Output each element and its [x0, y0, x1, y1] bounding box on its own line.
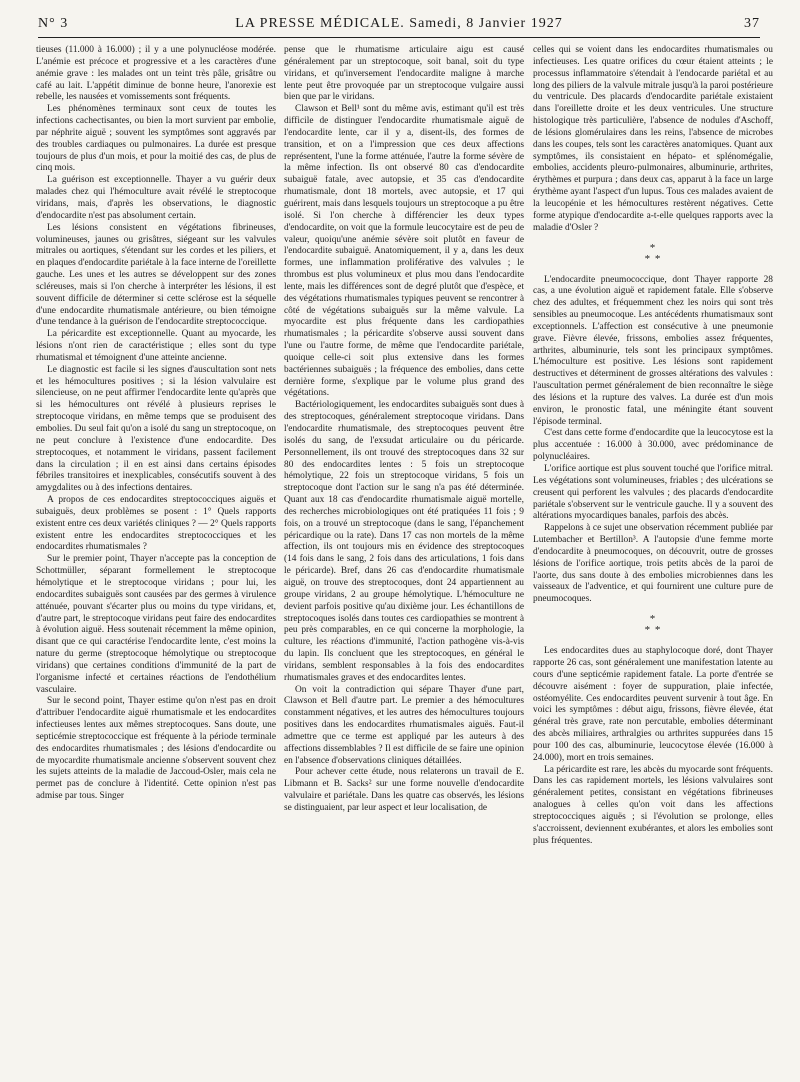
column-left [36, 45, 276, 1075]
paragraph: A propos de ces endocardites streptococciques aiguës et subaiguës, deux problèmes se posent : 1° Quels rapports existent entre ces deux variétés cliniques ? — 2° Quels rapports existent entre les endocardites streptococciques et les endocardites rhumatismales ? [36, 495, 276, 553]
page-number: 37 [744, 16, 760, 31]
paragraph: C'est dans cette forme d'endocardite que la leucocytose est la plus accentuée : 16.000 à 30.000, avec prédominance de polynucléaires. [533, 428, 773, 463]
paragraph: L'endocardite pneumococcique, dont Thayer rapporte 28 cas, a une évolution aiguë et rapidement fatale. Elle s'observe chez des adultes, et fréquemment chez les noirs qui sont très sensibles au pneumocoque. Les antécédents rhumatismaux sont exceptionnels. L'affection est consécutive à une pneumonie grave. Fièvre élevée, frissons, embolies assez fréquentes, arthrites, albuminurie, tels sont les principaux symptômes. L'hémoculture est positive. Les lésions sont rapidement destructives et déterminent de grosses altérations des valvules : l'auscultation permet généralement de bien reconnaître le siège des lésions et la rupture des valves. La durée est d'un mois environ, le pronostic fatal, une méningite étant souvent l'épisode terminal. [533, 274, 773, 427]
separator-star: * [649, 613, 657, 626]
paragraph: L'orifice aortique est plus souvent touché que l'orifice mitral. Les végétations sont volumineuses, friables ; des ulcérations se creusent qui perforent les valvules ; des placards d'endocardite pariétale s'observent sur le ventricule gauche. Il y a souvent des altérations myocardiques banales, parfois des abcès. [533, 464, 773, 522]
paragraph: Bactériologiquement, les endocardites subaiguës sont dues à des streptocoques, généralement streptocoque viridans. Dans l'endocardite rhumatismale, des streptocoques peuvent être isolés du sang, de l'exsudat articulaire ou du péricarde. Personnellement, ils ont trouvé des streptocoques dans 32 sur 80 des endocardites lentes : 5 fois un streptocoque hémolytique, 22 fois un streptocoque viridans, 5 fois un streptocoque dont l'action sur le sang n'a pas été déterminée. Quant aux 18 cas d'endocardite rhumatismale aiguë mortelle, des recherches microbiologiques ont été pratiquées 11 fois ; 9 fois, on a trouvé un streptocoque (dans le sang, l'épanchement péricardique ou la rate). Dans 17 cas non mortels de la même affection, ils ont toujours mis en évidence des streptocoques (14 fois dans le sang, 2 fois dans des articulations, 1 fois dans le péricarde). Bref, dans 26 cas d'endocardite rhumatismale aiguë, on trouve des streptocoques, dont 24 appartiennent au groupe viridans, 2 au groupe hémolytique. L'hémoculture ne devient parfois positive qu'au dixième jour. Les échantillons de streptocoques isolés dans toutes ces cardiopathies se montrent à peu près comparables, en ce qui concerne la morphologie, la culture, les réactions d'immunité, l'action pathogène vis-à-vis du lapin. Ils concluent que les streptocoques, en général le viridans, semblent responsables à la fois des endocardites rhumatismales graves et des endocardites lentes. [284, 400, 524, 683]
section-separator [533, 235, 773, 275]
section-separator [533, 606, 773, 646]
paragraph: Le diagnostic est facile si les signes d'auscultation sont nets et les hémocultures positives ; si la lésion valvulaire est silencieuse, on ne peut affirmer l'endocardite lente qu'après que si les hémocultures ont révélé à plusieurs reprises le streptocoque viridans, en même temps que se produisent des embolies. Du seul fait qu'on a isolé du sang un streptocoque, on ne peut conclure à l'existence d'une endocardite. Des streptocoques, et notamment le viridans, passent facilement dans la circulation ; il en est ainsi dans certains épisodes fébriles transitoires et inexplicables, consécutifs souvent à des amygdalites ou à des infections dentaires. [36, 364, 276, 494]
paragraph: Pour achever cette étude, nous relaterons un travail de E. Libmann et B. Sacks² sur une forme nouvelle d'endocardite valvulaire et pariétale. Dans les quatre cas observés, les lésions se distinguaient, par leur aspect et leur localisation, de [284, 767, 524, 813]
issue-number: N° 3 [38, 16, 69, 31]
paragraph: tieuses (11.000 à 16.000) ; il y a une polynucléose modérée. L'anémie est précoce et progressive et a les caractères d'une anémie grave : les malades ont un teint très pâle, grisâtre ou café au lait. L'appétit diminue de bonne heure, l'anorexie est rebelle, les nausées et vomissements sont fréquents. [36, 45, 276, 103]
paragraph: Rappelons à ce sujet une observation récemment publiée par Lutembacher et Bertillon³. A l'autopsie d'une femme morte d'endocardite à pneumocoques, on découvrit, outre de grosses lésions de l'orifice aortique, trois petits abcès de la paroi de l'aorte, dus sans doute à des embolies microbiennes dans les vaisseaux de l'adventice, et qui fournirent une culture pure de pneumocoques. [533, 523, 773, 605]
paragraph: La guérison est exceptionnelle. Thayer a vu guérir deux malades chez qui l'hémoculture avait révélé le streptocoque viridans, mais, d'après les observations, le diagnostic d'endocardite n'est pas absolument certain. [36, 175, 276, 221]
paragraph: pense que le rhumatisme articulaire aigu est causé généralement par un streptocoque, soit banal, soit du type viridans, et qu'inversement l'endocardite maligne à marche lente peut être provoquée par un streptocoque vulgaire aussi bien que par le viridans. [284, 45, 524, 103]
separator-star: * [649, 241, 657, 254]
separator-stars: * * [644, 252, 662, 265]
header-rule [38, 37, 760, 38]
column-middle [284, 45, 524, 1075]
separator-stars: * * [644, 624, 662, 637]
paragraph: On voit la contradiction qui sépare Thayer d'une part, Clawson et Bell d'autre part. Le premier a des hémocultures constamment négatives, et les autres des hémocultures toujours positives dans les endocardites rhumatismales aiguës. Faut-il admettre que ce terme est appliqué par les auteurs à des affections dissemblables ? Il est difficile de se faire une opinion en l'absence d'observations cliniques détaillées. [284, 684, 524, 766]
column-right [533, 45, 773, 1075]
paragraph: Les lésions consistent en végétations fibrineuses, volumineuses, jaunes ou grisâtres, siégeant sur les valvules mitrales ou aortiques, s'étendant sur les cordes et les piliers, et en plaques d'endocardite pariétale à la face interne de l'oreillette gauche. Les unes et les autres se développent sur des zones scléreuses, mais si l'on cherche à interpréter les lésions, il est souvent difficile de déterminer si cette sclérose est la séquelle d'une endocardite rhumatismale antérieure, ou bien témoigne d'une tendance à la guérison de l'endocardite streptococcique. [36, 222, 276, 328]
paragraph: Les phénomènes terminaux sont ceux de toutes les infections cachectisantes, ou bien la mort survient par embolie, par néphrite aiguë ; souvent les symptômes sont aggravés par des troubles cardiaques ou pulmonaires. La durée est presque toujours de plus d'un mois, et pour la moitié des cas, de plus de cinq mois. [36, 104, 276, 174]
paragraph: Les endocardites dues au staphylocoque doré, dont Thayer rapporte 26 cas, sont généralement une manifestation latente au cours d'une septicémie rapidement fatale. La porte d'entrée se découvre aisément : foyer de suppuration, plaie infectée, ostéomyélite. Ces endocardites peuvent survenir à tout âge. En voici les symptômes : début aigu, frissons, fièvre élevée, état général très grave, rate non percutable, embolies déterminant des abcès miliaires, arthralgies ou arthrites suppurées dans 15 pour 100 des cas, albuminurie, leucocytose élevée (16.000 à 24.000), mort en trois semaines. [533, 646, 773, 763]
running-title: LA PRESSE MÉDICALE. Samedi, 8 Janvier 1927 [235, 16, 563, 31]
page-header [38, 16, 760, 36]
paragraph: La péricardite est exceptionnelle. Quant au myocarde, les lésions n'ont rien de caractéristique ; elles sont du type rhumatismal et témoignent d'une atteinte ancienne. [36, 329, 276, 363]
paragraph: Clawson et Bell¹ sont du même avis, estimant qu'il est très difficile de distinguer l'endocardite rhumatismale aiguë de l'endocardite lente, car il y a, disent-ils, des formes de transition, et on a l'impression que ces deux affections représentent, l'une la forme atténuée, l'autre la forme sévère de la même infection. Ils ont observé 80 cas d'endocardite subaiguë fatale, avec autopsie, et 35 cas d'endocardite rhumatismale, dont 18 mortels, avec autopsie, et 17 qui guérirent, mais dans lesquels toujours un streptocoque a pu être isolé. Si l'on cherche à différencier les deux types d'endocardite, on voit que la formule leucocytaire est de peu de valeur, quoiqu'une anémie sévère soit plutôt en faveur de l'endocardite subaiguë. Anatomiquement, il y a, dans les deux formes, une inflammation proliférative des valvules ; le thrombus est plus volumineux et plus mou dans l'endocardite lente, mais les différences sont de degré plutôt que d'espèce, et des végétations rhumatismales typiques peuvent se rencontrer à côté de végétations subaiguës sur la même valvule. La myocardite est plus fréquente dans les cardiopathies rhumatismales ; la péricardite s'observe aussi souvent dans l'une ou l'autre forme, de même que l'endocardite pariétale, quoique celle-ci soit plus extensive dans les formes bactériennes subaiguës ; la fréquence des embolies, dans cette dernière forme, s'explique par le volume plus grand des végétations. [284, 104, 524, 399]
paragraph: La péricardite est rare, les abcès du myocarde sont fréquents. Dans les cas rapidement mortels, les lésions valvulaires sont généralement petites, consistant en végétations fibrineuses analogues à celles qu'on voit dans les affections streptococciques aiguës ; si l'évolution se prolonge, elles s'accroissent, deviennent exubérantes, et alors les embolies sont plus fréquentes. [533, 764, 773, 846]
paragraph: Sur le premier point, Thayer n'accepte pas la conception de Schottmüller, séparant formellement le streptocoque hémolytique et le streptocoque viridans ; pour lui, les endocardites subaiguës sont causées par des germes à virulence atténuée, pouvant s'écarter plus ou moins du type viridans, et, d'autre part, le streptocoque viridans peut faire des endocardites à évolution aiguë. Hess soutenait récemment la même opinion, disant que ce qui caractérise l'endocardite lente, c'est moins la nature du germe (streptocoque hémolytique ou streptocoque viridans) que certaines conditions d'immunité de la part de l'organisme infecté et certaines réactions de l'endothélium vasculaire. [36, 554, 276, 695]
paragraph: celles qui se voient dans les endocardites rhumatismales ou infectieuses. Les quatre orifices du cœur étaient atteints ; le processus inflammatoire s'étendait à l'endocarde pariétal et au long des piliers de la valvule mitrale jusqu'à la paroi postérieure du ventricule. Des placards d'endocardite pariétale existaient dans l'oreillette droite et les deux ventricules. Une structure histologique très particulière, l'absence de nodules d'Aschoff, de lésions glomérulaires dans les reins, l'absence de microbes dans les coupes, tels sont les caractères anatomiques. Quant aux symptômes, ils consistaient en hépato- et splénomégalie, embolies, accidents pleuro-pulmonaires, albuminurie, arthrites, érythèmes et purpura ; dans deux cas, apparut à la face un large érythème ayant l'aspect d'un lupus. Tous ces malades avaient de la leucopénie et les hémocultures restèrent négatives. Cette forme atypique d'endocardite a-t-elle quelques rapports avec la maladie d'Osler ? [533, 45, 773, 233]
paragraph: Sur le second point, Thayer estime qu'on n'est pas en droit d'attribuer l'endocardite aiguë rhumatismale et les endocardites infectieuses lentes aux mêmes streptocoques. Sans doute, une septicémie streptococcique est fréquente à la période terminale des endocardites rhumatismales ; des lésions d'endocardite ou de myocardite rhumatismale ancienne s'observent souvent chez les sujets atteints de la maladie de Jaccoud-Osler, mais cela ne permet pas de conclure à l'identité. Cette opinion n'est pas admise par tous. Singer [36, 696, 276, 802]
